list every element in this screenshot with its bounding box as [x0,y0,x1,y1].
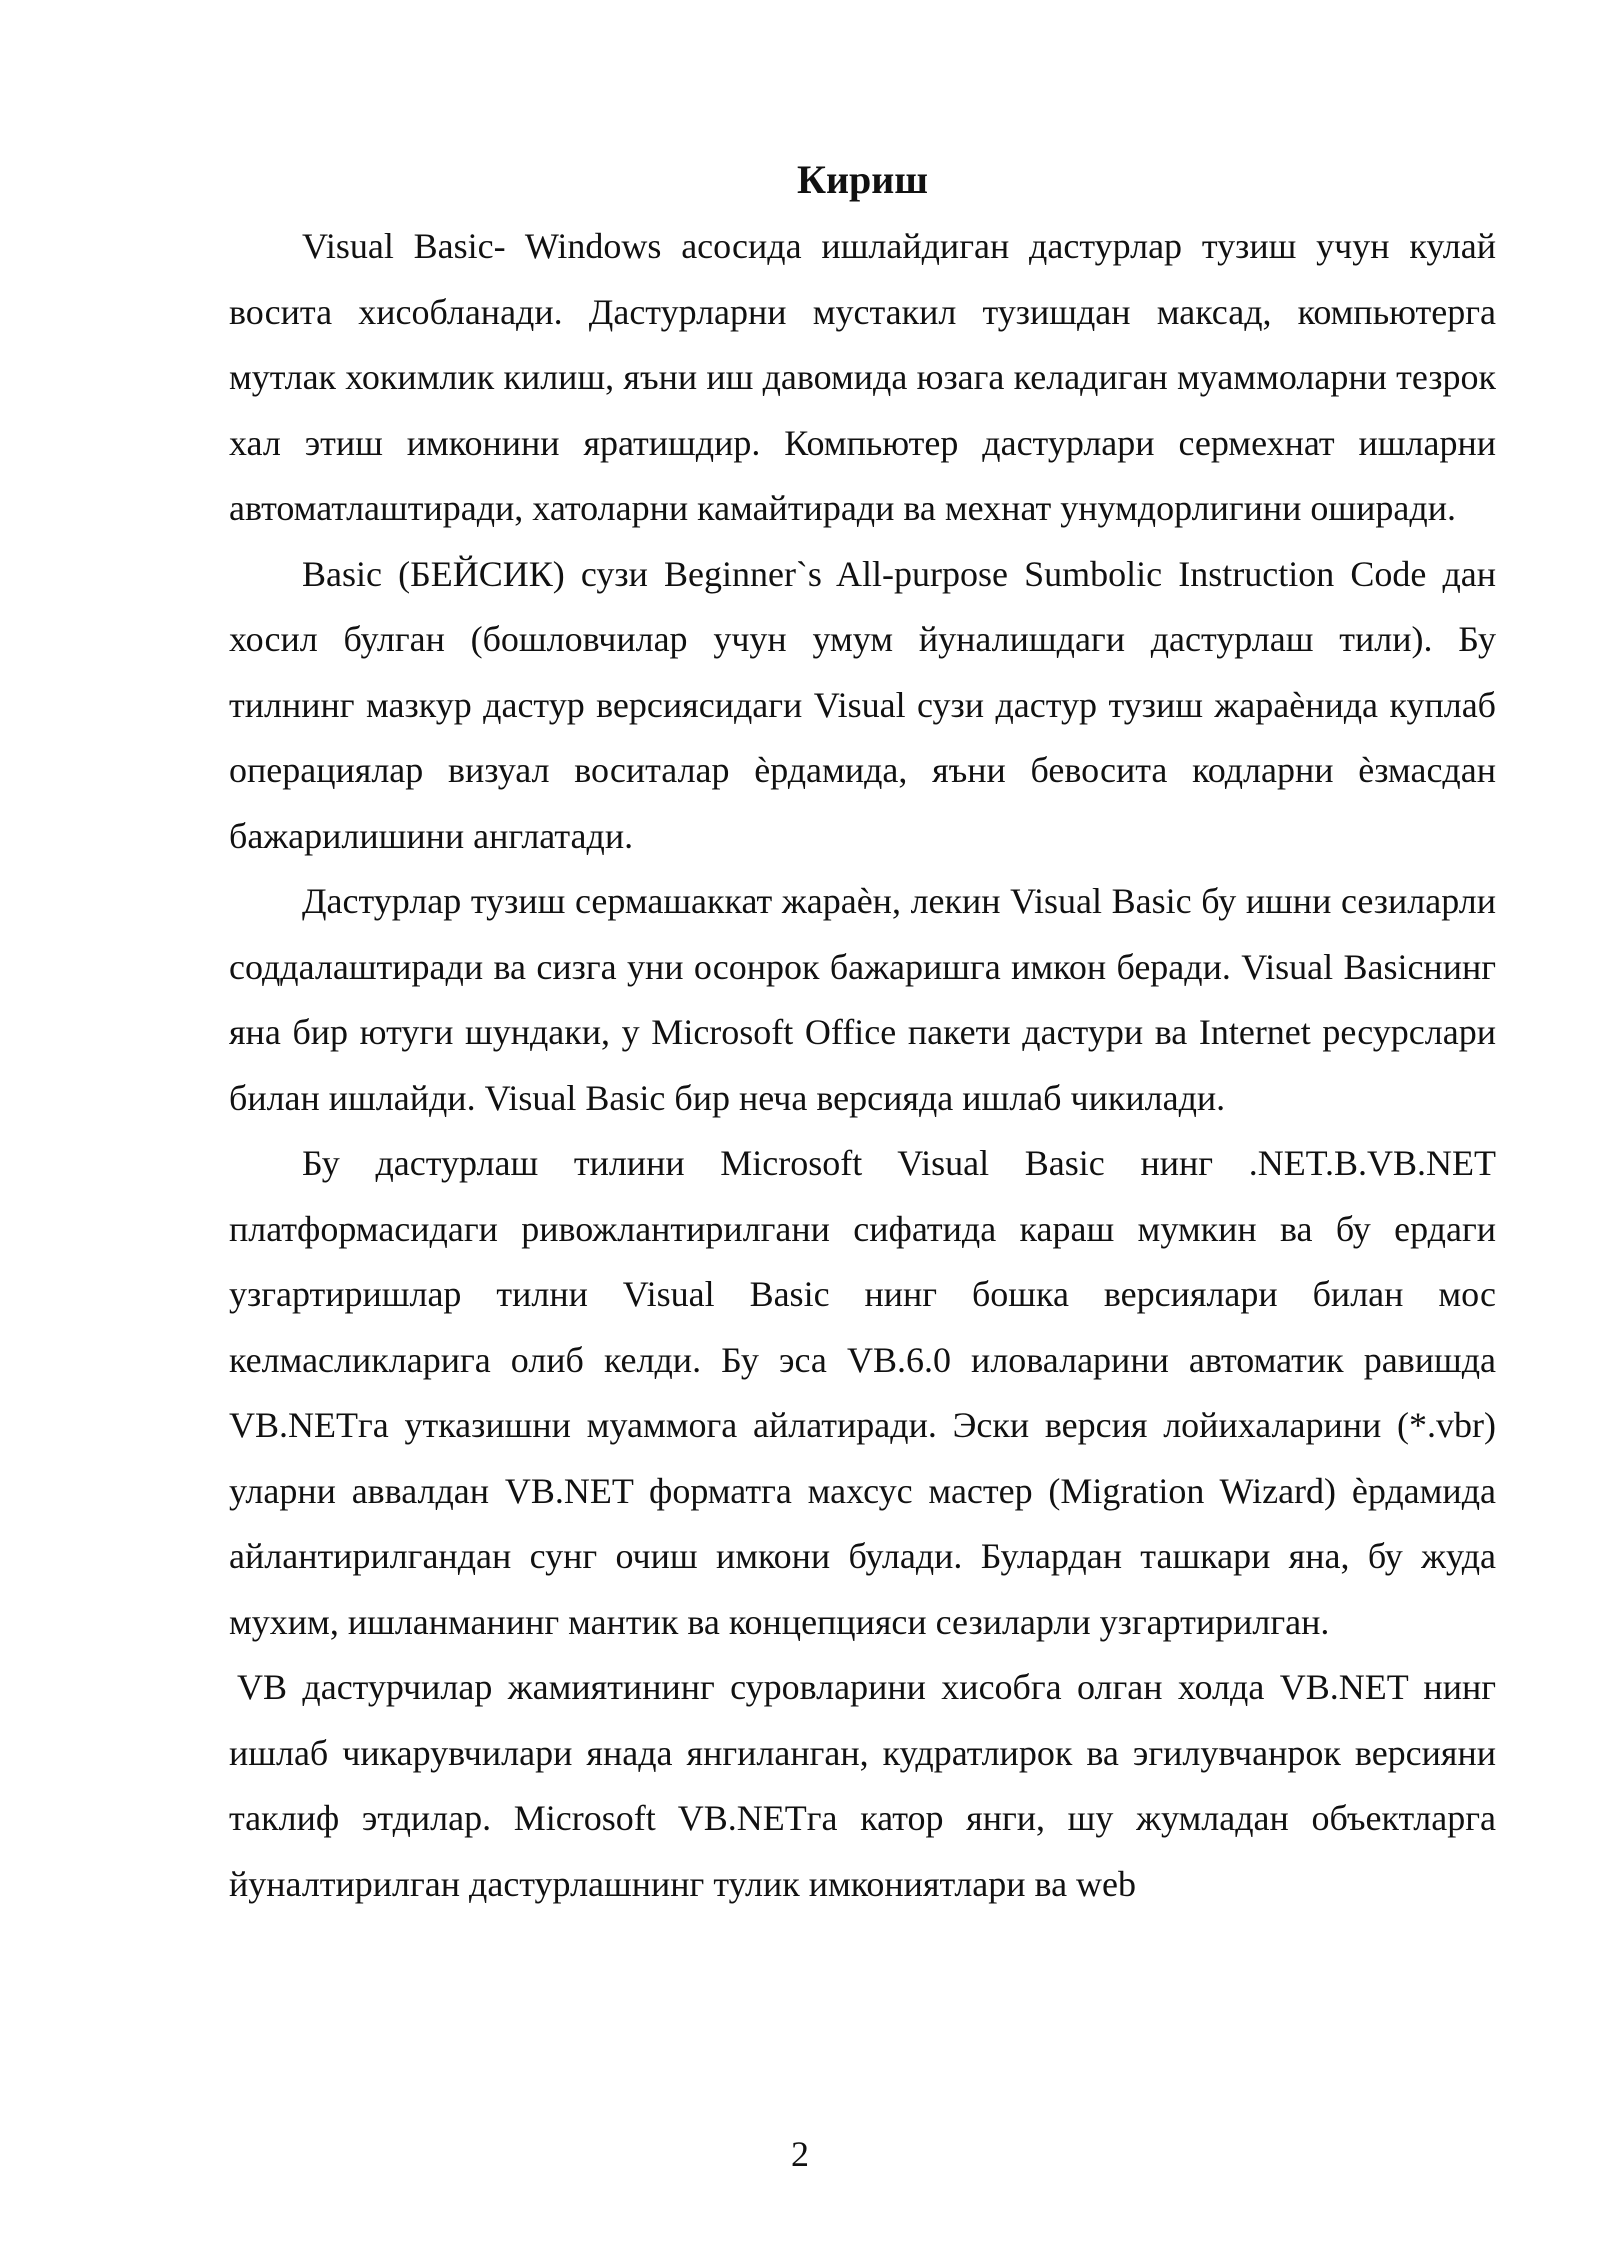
page-body [229,148,1496,1917]
paragraph-vb-net-features: VB дастурчилар жамиятининг суровларини хисобга олган холда VB.NET нинг ишлаб чикарувчилари янада янгиланган, кудратлирок ва эгилувчанрок версияни таклиф этдилар. Microsoft VB.NETга катор янги, шу жумладан объектларга йуналтирилган дастурлашнинг тулик имкониятлари ва web [229,1667,1496,1904]
section-title: Кириш [796,157,929,202]
paragraph-vb-net-platform: Бу дастурлаш тилини Microsoft Visual Basic нинг .NET.B.VB.NET платформасидаги ривожлантирилгани сифатида караш мумкин ва бу ердаги узгартиришлар тилни Visual Basic нинг бошка версиялари билан мос келмасликларига олиб келди. Бу эса VB.6.0 иловаларини автоматик равишда VB.NETга утказишни муаммога айлатиради. Эски версия лойихаларини (*.vbr) уларни аввалдан VB.NET форматга махсус мастер (Migration Wizard) ѐрдамида айлантирилгандан сунг очиш имкони булади. Булардан ташкари яна, бу жуда мухим, ишланманинг мантик ва концепцияси сезиларли узгартирилган. [229,1143,1496,1642]
paragraph-basic-definition: Basic (БЕЙСИК) сузи Beginner`s All-purpose Sumbolic Instruction Code дан хосил булган (бошловчилар учун умум йуналишдаги дастурлаш тили). Бу тилнинг мазкур дастур версиясидаги Visual сузи дастур тузиш жараѐнида куплаб операциялар визуал воситалар ѐрдамида, яъни бевосита кодларни ѐзмасдан бажарилишини англатади. [229,553,1496,856]
paragraph-intro: Visual Basic- Windows асосида ишлайдиган дастурлар тузиш учун кулай восита хисобланади. Дастурларни мустакил тузишдан максад, компьютерга мутлак хокимлик килиш, яъни иш давомида юзага келадиган муаммоларни тезрок хал этиш имконини яратишдир. Компьютер дастурлари сермехнат ишларни автоматлаштиради, хатоларни камайтиради ва мехнат унумдорлигини оширади. [229,226,1496,528]
page-number: 2 [791,2134,809,2174]
paragraph-visual-basic-benefits: Дастурлар тузиш сермашаккат жараѐн, лекин Visual Basic бу ишни сезиларли соддалаштиради ва сизга уни осонрок бажаришга имкон беради. Visual Basicнинг яна бир ютуги шундаки, у Microsoft Office пакети дастури ва Internet ресурслари билан ишлайди. Visual Basic бир неча версияда ишлаб чикилади. [229,881,1496,1118]
